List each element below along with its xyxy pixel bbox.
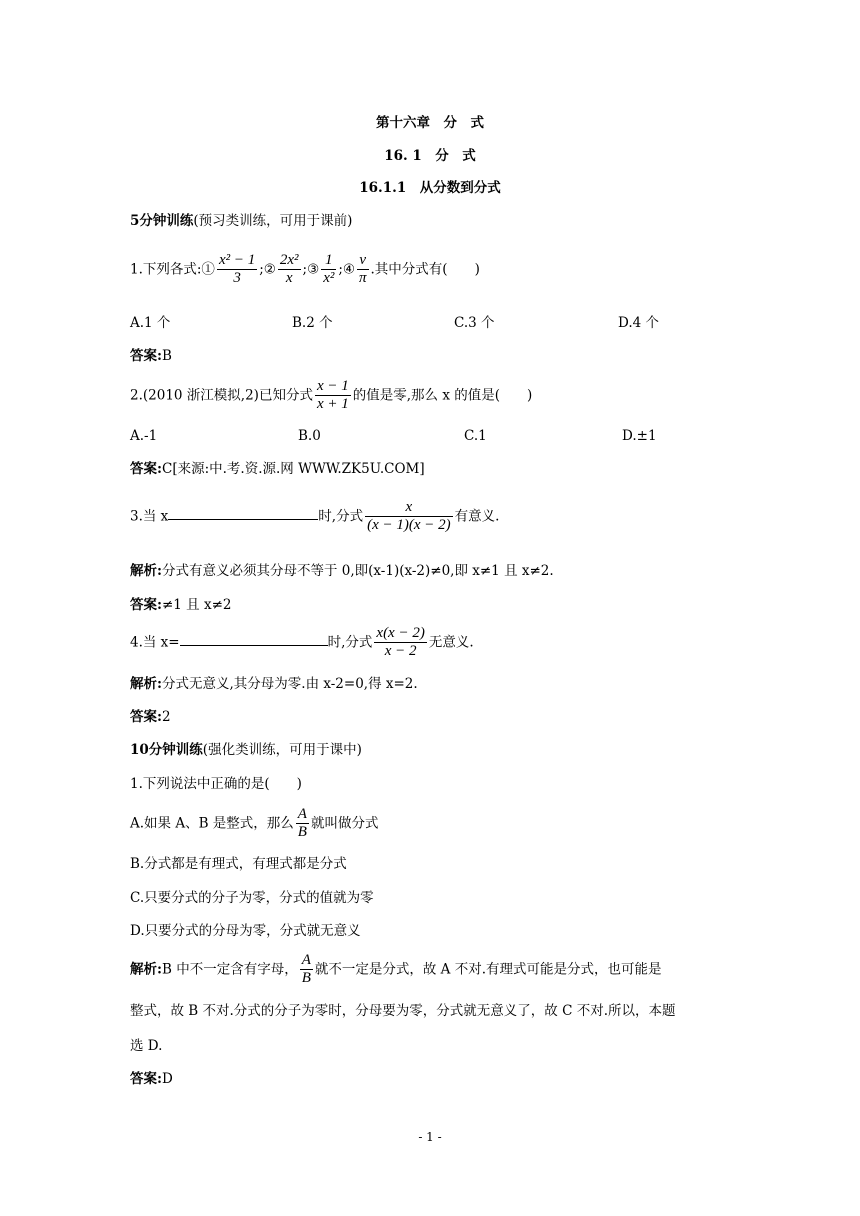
answer-value: D <box>161 1071 173 1087</box>
answer-value: 2 <box>161 709 171 725</box>
frac-denominator: B <box>297 824 307 841</box>
frac-denominator: π <box>359 270 367 287</box>
p1-q1-sep: ;④ <box>338 261 355 278</box>
p2-q1-analysis-line2: 整式，故 B 不对.分式的分子为零时，分母要为零，分式就无意义了，故 C 不对.所以，本题 <box>130 1003 676 1019</box>
frac-numerator: A <box>296 806 309 824</box>
analysis-text: 分式无意义,其分母为零.由 x-2=0,得 x=2. <box>161 676 418 692</box>
frac-denominator: x² <box>323 270 335 287</box>
answer-blank <box>168 508 318 520</box>
part2-heading-note: (强化类训练，可用于课中) <box>202 742 362 758</box>
frac-denominator: x <box>285 270 293 287</box>
frac-denominator: 3 <box>233 270 241 287</box>
answer-value: ≠1 且 x≠2 <box>161 597 232 613</box>
p1-q1-prefix: 1.下列各式:① <box>130 261 215 278</box>
frac-denominator: B <box>301 970 311 987</box>
option-a-fraction <box>296 806 309 842</box>
frac-numerator: x − 1 <box>315 378 351 396</box>
p1-q3-analysis <box>130 565 554 579</box>
answer-value: C[来源:中.考.资.源.网 WWW.ZK5U.COM] <box>161 461 425 477</box>
frac-denominator: x + 1 <box>316 396 349 413</box>
option-d: D.4 个 <box>618 315 660 331</box>
p1-q1-fraction-3 <box>321 252 336 288</box>
p1-q4-suffix: 无意义. <box>428 634 474 651</box>
p1-q4-mid: 时,分式 <box>327 634 373 651</box>
frac-denominator: (x − 1)(x − 2) <box>367 517 451 534</box>
p2-q1-option-b: B.分式都是有理式，有理式都是分式 <box>130 856 347 872</box>
p1-q1-fraction-4 <box>357 252 369 288</box>
answer-blank <box>180 634 328 646</box>
p2-q1-option-d: D.只要分式的分母为零，分式就无意义 <box>130 923 361 939</box>
p1-q2-answer <box>130 463 425 477</box>
p1-q1-sep: ;② <box>259 261 276 278</box>
p1-q1-fraction-2 <box>278 252 301 288</box>
part1-heading <box>130 215 352 229</box>
p1-q1-options <box>130 317 730 333</box>
frac-numerator: 2x² <box>278 252 301 270</box>
analysis-label: 解析: <box>130 961 162 978</box>
p1-q4-stem <box>130 625 474 661</box>
part1-heading-note: (预习类训练，可用于课前) <box>193 213 353 229</box>
answer-label: 答案: <box>130 709 162 725</box>
p2-q1-option-a <box>130 806 378 842</box>
option-a: A.-1 <box>130 428 158 444</box>
frac-numerator: 1 <box>321 252 336 270</box>
frac-numerator: x² − 1 <box>217 252 257 270</box>
subsection-title: 16.1.1 从分数到分式 <box>359 180 501 196</box>
p1-q4-answer <box>130 711 171 725</box>
p1-q3-suffix: 有意义. <box>454 508 500 525</box>
p1-q3-prefix: 3.当 x <box>130 508 169 525</box>
analysis-prefix: B 中不一定含有字母， <box>161 961 298 978</box>
p2-q1-stem: 1.下列说法中正确的是( ) <box>130 776 302 792</box>
p1-q4-prefix: 4.当 x= <box>130 634 180 651</box>
analysis-text: 分式有意义必须其分母不等于 0,即(x-1)(x-2)≠0,即 x≠1 且 x≠2. <box>161 563 554 579</box>
option-a: A.1 个 <box>130 315 171 331</box>
p1-q1-suffix: .其中分式有( ) <box>370 261 480 278</box>
answer-label: 答案: <box>130 597 162 613</box>
chapter-title: 第十六章 分 式 <box>376 115 484 131</box>
p1-q2-suffix: 的值是零,那么 x 的值是( ) <box>352 387 533 404</box>
part2-heading <box>130 744 362 758</box>
p1-q3-stem <box>130 499 499 535</box>
p2-q1-answer <box>130 1073 173 1087</box>
analysis-text: 就不一定是分式，故 A 不对.有理式可能是分式，也可能是 <box>314 961 662 978</box>
p1-q2-prefix: 2.(2010 浙江模拟,2)已知分式 <box>130 387 313 404</box>
frac-numerator: x <box>365 499 453 517</box>
p1-q1-answer <box>130 350 172 364</box>
frac-denominator: x − 2 <box>384 643 417 660</box>
frac-numerator: x(x − 2) <box>374 625 426 643</box>
page-number: - 1 - <box>418 1130 442 1144</box>
p1-q2-fraction <box>315 378 351 414</box>
analysis-label: 解析: <box>130 563 162 579</box>
option-d: D.±1 <box>622 428 657 444</box>
answer-label: 答案: <box>130 461 162 477</box>
option-a-prefix: A.如果 A、B 是整式，那么 <box>130 815 294 832</box>
answer-label: 答案: <box>130 1071 162 1087</box>
p2-q1-analysis-line1 <box>130 952 662 988</box>
p1-q4-fraction <box>374 625 426 661</box>
option-b: B.0 <box>298 428 321 444</box>
analysis-label: 解析: <box>130 676 162 692</box>
section-title: 16. 1 分 式 <box>384 148 476 164</box>
part1-heading-label: 5分钟训练 <box>130 213 194 229</box>
p1-q3-fraction <box>365 499 453 535</box>
p2-q1-analysis-line3: 选 D. <box>130 1038 163 1054</box>
p1-q1-fraction-1 <box>217 252 257 288</box>
p1-q1-sep: ;③ <box>302 261 320 278</box>
option-b: B.2 个 <box>292 315 333 331</box>
p2-q1-option-c: C.只要分式的分子为零，分式的值就为零 <box>130 890 374 906</box>
option-c: C.1 <box>464 428 487 444</box>
answer-value: B <box>161 348 172 364</box>
part2-heading-label: 10分钟训练 <box>130 742 203 758</box>
p1-q2-stem <box>130 378 532 414</box>
analysis-fraction <box>300 952 313 988</box>
frac-numerator: A <box>300 952 313 970</box>
p1-q1-stem <box>130 252 480 288</box>
answer-label: 答案: <box>130 348 162 364</box>
p1-q4-analysis <box>130 678 418 692</box>
frac-numerator: v <box>357 252 369 270</box>
p1-q3-mid: 时,分式 <box>318 508 364 525</box>
p1-q3-answer <box>130 599 231 613</box>
option-a-suffix: 就叫做分式 <box>310 815 379 832</box>
option-c: C.3 个 <box>454 315 495 331</box>
p1-q2-options <box>130 430 730 446</box>
